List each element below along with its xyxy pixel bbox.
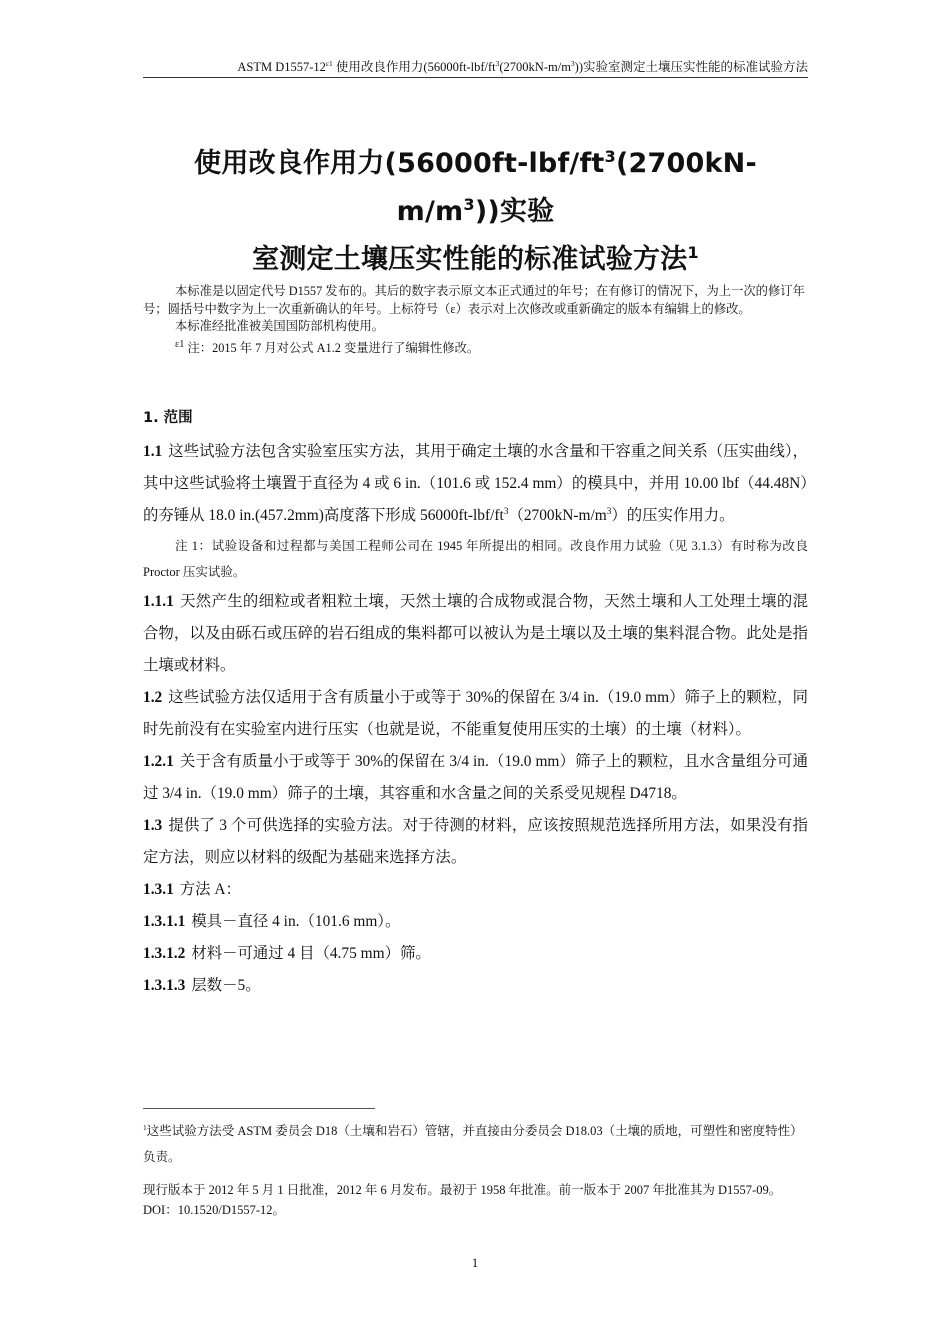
page-number: 1 <box>471 1256 479 1270</box>
footnote-rule <box>143 1108 375 1109</box>
clause-text: 提供了 3 个可供选择的实验方法。对于待测的材料，应该按照规范选择所用方法，如果没有指定方法，则应以材料的级配为基础来选择方法。 <box>143 817 808 866</box>
section-scope <box>143 404 808 1002</box>
header-sup: 3 <box>495 58 500 68</box>
header-title-part: (2700kN-m/m <box>499 60 571 74</box>
clause-text: ）的压实作用力。 <box>611 507 735 524</box>
title-text: ))实验 <box>474 196 555 227</box>
clause-1-3-1-3 <box>143 970 808 1002</box>
title-line-2 <box>143 236 808 284</box>
header-rule <box>143 77 808 78</box>
clause-1-3-1-2 <box>143 938 808 970</box>
clause-1-3 <box>143 810 808 874</box>
preface-editorial-note <box>143 336 808 358</box>
clause-number: 1.2.1 <box>143 753 174 770</box>
clause-text: 模具－直径 4 in.（101.6 mm）。 <box>191 913 401 930</box>
header-sup: 3 <box>570 58 575 68</box>
clause-text: 方法 A： <box>179 881 241 898</box>
preface-paragraph: 本标准经批准被美国国防部机构使用。 <box>175 319 385 334</box>
clause-1-3-1-1 <box>143 906 808 938</box>
running-header <box>143 57 808 75</box>
clause-number: 1.3 <box>143 817 163 834</box>
clause-number: 1.3.1.2 <box>143 945 186 962</box>
clause-number: 1.3.1.3 <box>143 977 186 994</box>
title-line-1 <box>143 140 808 236</box>
clause-number: 1.3.1.1 <box>143 913 186 930</box>
title-sup: 3 <box>463 195 475 214</box>
clause-text: 这些试验方法包含实验室压实方法，其用于确定土壤的水含量和干容重之间关系（压实曲线），其中这些试验将土壤置于直径为 4 或 6 in.（101.6 或 152.4 mm）的模具中，并用 10.00 lbf（44.48N）的夯锤从 18.0 in.(457.2mm)高度落下形成 56000ft-lbf/ft <box>143 443 808 524</box>
epsilon-sup: ε1 <box>175 338 185 350</box>
header-title-part: ))实验室测定土壤压实性能的标准试验方法 <box>574 60 808 74</box>
footnote-marker: 1 <box>143 1122 147 1132</box>
clause-1-2-1 <box>143 746 808 810</box>
clause-sup: 3 <box>606 505 612 516</box>
clause-number: 1.1 <box>143 443 163 460</box>
document-title <box>143 140 808 284</box>
title-text: (2700kN-m/m <box>396 148 757 227</box>
clause-text: 关于含有质量小于或等于 30%的保留在 3/4 in.（19.0 mm）筛子上的颗粒，且水含量组分可通过 3/4 in.（19.0 mm）筛子的土壤，其容重和水含量之间的关系受见规程 D4718。 <box>143 753 808 802</box>
footnote-approval: 现行版本于 2012 年 5 月 1 日批准，2012 年 6 月发布。最初于 1958 年批准。前一版本于 2007 年批准其为 D1557-09。DOI：10.1520/D1557-12。 <box>143 1183 782 1217</box>
header-designation-sup: ε1 <box>325 58 333 68</box>
clause-1-2 <box>143 682 808 746</box>
clause-sup: 3 <box>503 505 509 516</box>
clause-1-1-1 <box>143 586 808 682</box>
clause-1-1 <box>143 436 808 532</box>
preface-paragraph: 本标准是以固定代号 D1557 发布的。其后的数字表示原文本正式通过的年号；在有修订的情况下，为上一次的修订年号；圆括号中数字为上一次重新确认的年号。上标符号（ε）表示对上次修改或重新确定的版本有编辑上的修改。 <box>143 284 805 316</box>
section-heading: 1. 范围 <box>143 410 193 426</box>
note-1: 注 1：试验设备和过程都与美国工程师公司在 1945 年所提出的相同。改良作用力试验（见 3.1.3）有时称为改良 Proctor 压实试验。 <box>143 539 808 579</box>
header-title-part: 使用改良作用力(56000ft-lbf/ft <box>332 60 496 74</box>
clause-number: 1.3.1 <box>143 881 174 898</box>
clause-number: 1.1.1 <box>143 593 174 610</box>
clause-text: 层数－5。 <box>191 977 261 994</box>
footnote-text: 这些试验方法受 ASTM 委员会 D18（土壤和岩石）管辖，并直接由分委员会 D18.03（土壤的质地，可塑性和密度特性）负责。 <box>143 1124 803 1164</box>
clause-text: 天然产生的细粒或者粗粒土壤，天然土壤的合成物或混合物，天然土壤和人工处理土壤的混合物，以及由砾石或压碎的岩石组成的集料都可以被认为是土壤以及土壤的集料混合物。此处是指土壤或材料。 <box>143 593 808 674</box>
clause-text: 材料－可通过 4 目（4.75 mm）筛。 <box>191 945 431 962</box>
title-sup: 3 <box>604 147 616 166</box>
clause-1-3-1 <box>143 874 808 906</box>
preface-note-text: 注：2015 年 7 月对公式 A1.2 变量进行了编辑性修改。 <box>184 340 480 355</box>
title-text: 室测定土壤压实性能的标准试验方法 <box>252 244 688 275</box>
clause-number: 1.2 <box>143 689 163 706</box>
preface <box>143 283 808 357</box>
clause-text: 这些试验方法仅适用于含有质量小于或等于 30%的保留在 3/4 in.（19.0 mm）筛子上的颗粒，同时先前没有在实验室内进行压实（也就是说，不能重复使用压实的土壤）的土壤（材料）。 <box>143 689 808 738</box>
title-footnote-ref: 1 <box>687 243 699 262</box>
title-text: 使用改良作用力(56000ft-lbf/ft <box>194 148 605 179</box>
footnotes <box>143 1118 808 1220</box>
header-designation: ASTM D1557-12 <box>237 60 326 74</box>
footnote-1 <box>143 1118 808 1170</box>
clause-text: （2700kN-m/m <box>508 507 607 524</box>
